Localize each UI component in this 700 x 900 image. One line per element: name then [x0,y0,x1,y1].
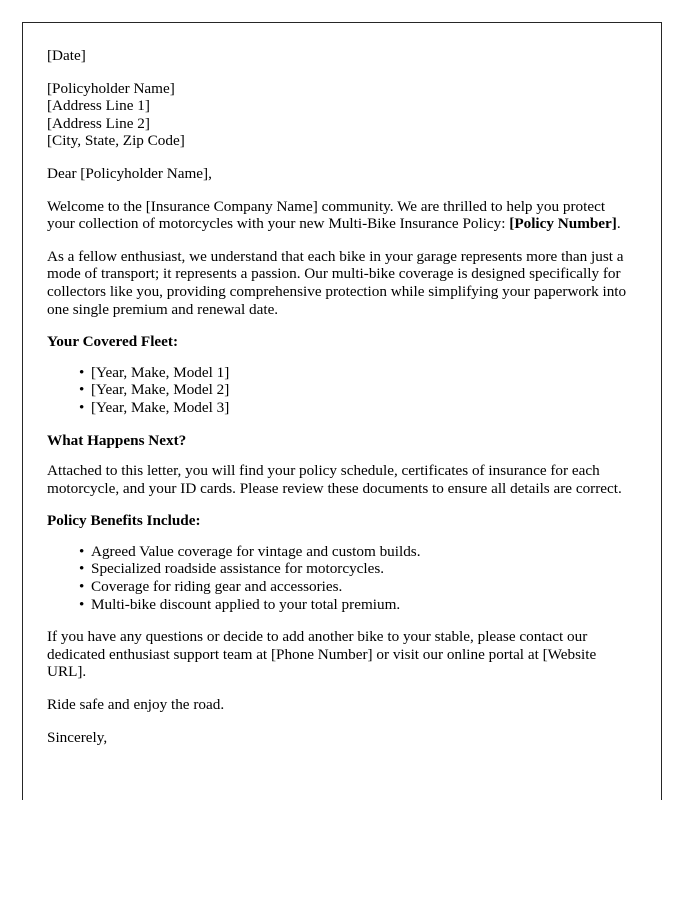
welcome-text-tail: . [616,215,621,233]
list-item: • [Year, Make, Model 1] [91,364,633,382]
covered-fleet-heading: Your Covered Fleet: [47,333,179,351]
list-item: • Multi-bike discount applied to your total premium. [91,596,633,614]
list-item: • [Year, Make, Model 2] [91,381,633,399]
date-block [47,47,633,65]
next-steps-paragraph: Attached to this letter, you will find your policy schedule, certificates of insurance for each motorcycle, and your ID cards. Please review these documents to ensure all details are correct. [47,462,622,497]
date-placeholder: [Date] [47,47,86,64]
signoff-clipped: Sincerely, [47,728,108,746]
address-line: [Address Line 2] [47,114,150,132]
welcome-paragraph [47,198,633,233]
contact-paragraph: If you have any questions or decide to add another bike to your stable, please contact our dedicated enthusiast support team at [Phone Number] or visit our online portal at [Website URL]. [47,628,597,681]
address-line: [Policyholder Name] [47,79,175,97]
letter-page [22,22,662,800]
address-line: [Address Line 1] [47,97,150,115]
enthusiast-paragraph: As a fellow enthusiast, we understand that each bike in your garage represents more than just a mode of transport; it represents a passion. Our multi-bike coverage is designed specifically for collectors like you, providing comprehensive protection while simplifying your paperwork into one single premium and renewal date. [47,247,627,318]
what-happens-next-heading: What Happens Next? [47,431,187,449]
list-item: • Specialized roadside assistance for motorcycles. [91,560,633,578]
welcome-text-lead: Welcome to the [Insurance Company Name] community. We are thrilled to help you protect your collection of motorcycles with your new Multi-Bike Insurance Policy: [47,197,606,233]
policy-benefits-list [47,543,633,613]
policy-number-placeholder: [Policy Number] [509,215,617,233]
closing-paragraph: Ride safe and enjoy the road. [47,696,225,714]
list-item: • [Year, Make, Model 3] [91,399,633,417]
list-item: • Agreed Value coverage for vintage and custom builds. [91,543,633,561]
salutation: Dear [Policyholder Name], [47,164,212,182]
address-line: [City, State, Zip Code] [47,132,185,150]
recipient-address-block [47,80,633,150]
policy-benefits-heading: Policy Benefits Include: [47,512,201,530]
covered-fleet-list [47,364,633,417]
list-item: • Coverage for riding gear and accessories. [91,578,633,596]
letter-body [23,23,661,746]
